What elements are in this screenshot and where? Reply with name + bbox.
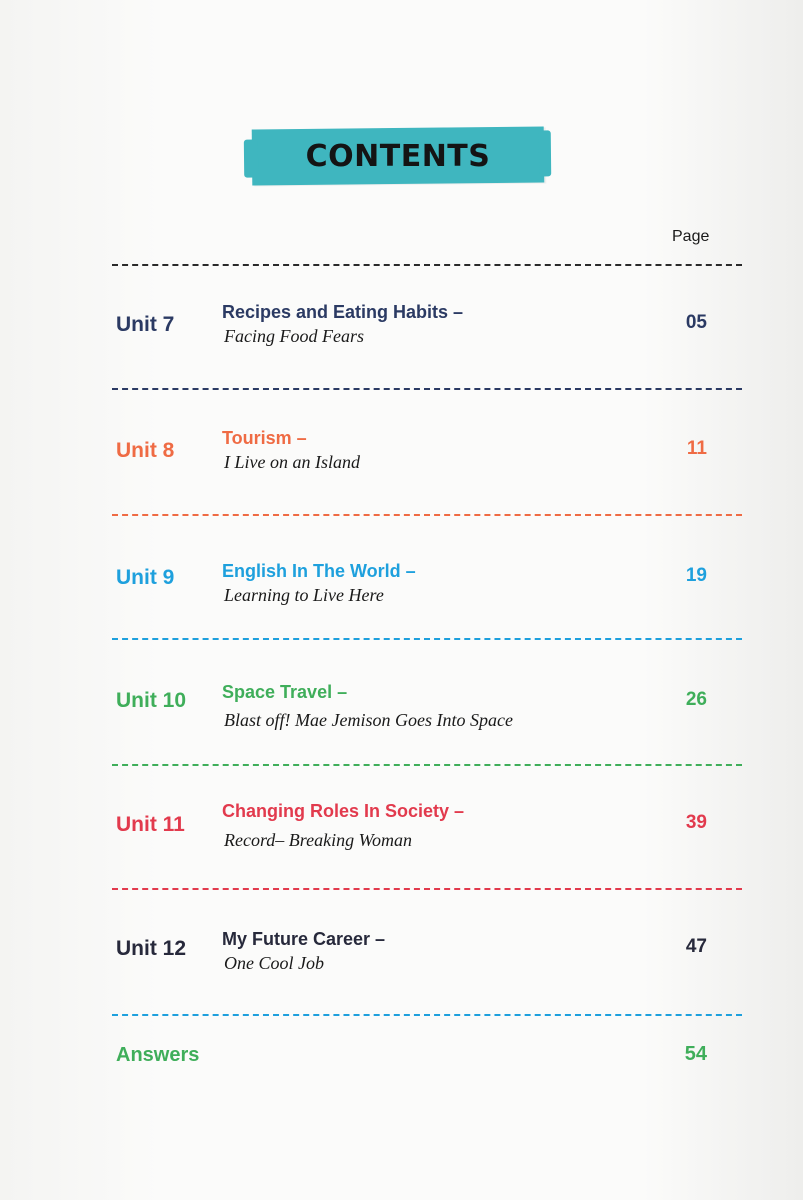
unit-label: Unit 9	[116, 566, 175, 589]
unit-topic: My Future Career –	[222, 929, 386, 949]
page-number: 19	[685, 565, 707, 586]
unit-label: Unit 12	[116, 937, 187, 960]
page-number: 39	[685, 812, 707, 833]
unit-topic: Changing Roles In Society –	[222, 801, 465, 821]
page-title: CONTENTS	[305, 138, 491, 174]
unit-topic: Recipes and Eating Habits –	[222, 302, 464, 322]
unit-subtitle: Facing Food Fears	[224, 326, 364, 346]
page-number: 11	[686, 438, 707, 459]
unit-topic: Tourism –	[222, 428, 307, 448]
answers-page-number: 54	[684, 1043, 707, 1065]
unit-topic: English In The World –	[222, 561, 416, 581]
divider	[112, 264, 742, 266]
unit-label: Unit 11	[116, 813, 185, 836]
answers-label: Answers	[116, 1044, 200, 1066]
unit-label: Unit 10	[116, 689, 187, 712]
unit-label: Unit 7	[116, 313, 175, 336]
divider	[112, 888, 742, 890]
unit-subtitle: Blast off! Mae Jemison Goes Into Space	[224, 710, 513, 730]
divider	[112, 1014, 742, 1016]
unit-subtitle: Record– Breaking Woman	[224, 830, 412, 850]
page-number: 47	[685, 936, 707, 957]
unit-subtitle: One Cool Job	[224, 953, 324, 973]
page-number: 26	[685, 689, 707, 710]
unit-label: Unit 8	[116, 439, 175, 462]
page-column-header: Page	[672, 228, 710, 245]
divider	[112, 388, 742, 390]
divider	[112, 514, 742, 516]
divider	[112, 638, 742, 640]
unit-subtitle: Learning to Live Here	[224, 585, 384, 605]
page-number: 05	[685, 312, 707, 333]
unit-subtitle: I Live on an Island	[224, 452, 360, 472]
unit-topic: Space Travel –	[222, 682, 348, 702]
divider	[112, 764, 742, 766]
